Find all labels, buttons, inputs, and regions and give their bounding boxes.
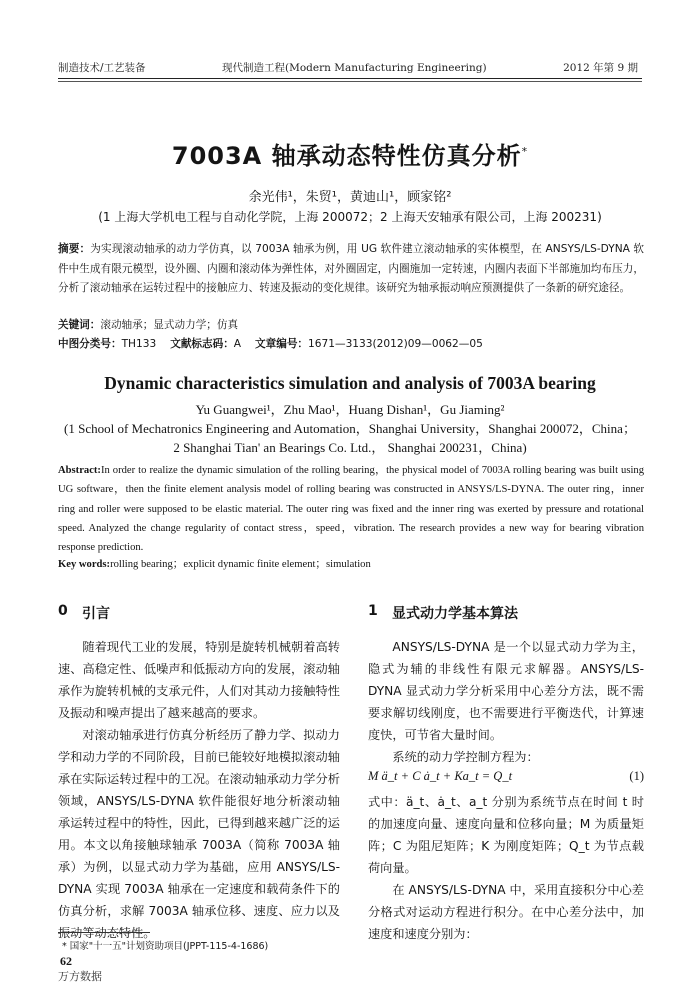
abstract-en-text: In order to realize the dynamic simulation of the rolling bearing，the physical model of 7003A rolling bearing was built using UG software，then the finite element analysis model of rolling bearing was constructed in ANSYS/LS-DYNA. The outer ring，inner ring and roller were supposed to be elastic material. The outer ring was fixed and the inner ring was exerted by pressure and rotational speed. Analyzed the change regularity of contact stress，speed，vibration. The research provides a new way for bearing vibration response prediction. — [58, 465, 644, 554]
abstract-cn-text: 为实现滚动轴承的动力学仿真，以 7003A 轴承为例，用 UG 软件建立滚动轴承的实体模型，在 ANSYS/LS-DYNA 软件中生成有限元模型，设外圈、内圈和滚动体为弹性体，对外圈固定，内圈施加一定转速，内圈内表面下半部施加均布压力，分析了滚动轴承在运转过程中的接触应力、转速及振动的变化规律。该研究为轴承振动响应预测提供了一条新的研究途径。 — [58, 243, 645, 295]
right-column-bottom — [368, 791, 644, 945]
classification-line — [58, 336, 644, 351]
keywords-en-label: Key words: — [58, 559, 111, 570]
abstract-cn — [58, 240, 644, 299]
equation-1 — [368, 769, 644, 784]
abstract-en-label: Abstract: — [58, 465, 101, 476]
right-column-top — [368, 636, 644, 768]
clc-label: 中图分类号： — [58, 338, 122, 350]
article-no-label: 文章编号： — [255, 338, 309, 350]
running-header-issue: 2012 年第 9 期 — [563, 62, 638, 74]
method-paragraph-2: 系统的动力学控制方程为： — [392, 750, 539, 764]
running-header-section: 制造技术/工艺装备 — [58, 62, 146, 74]
authors-cn: 余光伟¹，朱贸¹，黄迪山¹，顾家铭² — [248, 190, 452, 205]
paper-title-cn-text: 7003A 轴承动态特性仿真分析 — [171, 142, 522, 170]
section-1-heading: 显式动力学基本算法 — [392, 606, 518, 622]
affiliation-en-line-1: (1 School of Mechatronics Engineering and Automation，Shanghai University，Shanghai 200072，China； — [64, 421, 636, 436]
running-header-journal: 现代制造工程(Modern Manufacturing Engineering) — [222, 62, 487, 74]
footnote-divider — [58, 932, 150, 933]
equation-1-number: (1) — [629, 769, 644, 783]
left-column — [58, 636, 340, 944]
header-divider — [58, 78, 642, 82]
method-paragraph-1: ANSYS/LS-DYNA 是一个以显式动力学为主，隐式为辅的非线性有限元求解器。ANSYS/LS-DYNA 显式动力学分析采用中心差分方法，既不需要求解切线刚度，也不需要进行平衡迭代，计算速度快，可节省大量时间。 — [368, 640, 644, 742]
keywords-en-text: rolling bearing；explicit dynamic finite element；simulation — [110, 559, 371, 570]
source-watermark: 万方数据 — [58, 970, 102, 983]
keywords-cn-text: 滚动轴承；显式动力学；仿真 — [100, 319, 239, 331]
intro-paragraph-2: 对滚动轴承进行仿真分析经历了静力学、拟动力学和动力学的不同阶段，目前已能较好地模拟滚动轴承在实际运转过程中的工况。在滚动轴承动力学分析领域，ANSYS/LS-DYNA 软件能很好地分析滚动轴承运转过程中的特性，因此，已得到越来越广泛的运用。本文以角接触球轴承 7003A（简称 7003A 轴承）为例，以显式动力学为基础，应用 ANSYS/LS-DYNA 实现 7003A 轴承在一定速度和载荷条件下的仿真分析，求解 7003A 轴承位移、速度、应力以及振动等动态特性。 — [58, 728, 340, 940]
abstract-en — [58, 461, 644, 557]
article-no-value: 1671—3133(2012)09—0062—05 — [308, 338, 483, 350]
authors-en: Yu Guangwei¹，Zhu Mao¹，Huang Dishan¹，Gu Jiaming² — [195, 402, 505, 417]
affiliation-en-line-2: 2 Shanghai Tian' an Bearings Co. Ltd.， Shanghai 200231，China) — [173, 440, 527, 455]
page-number: 62 — [60, 954, 72, 968]
section-1-number: 1 — [368, 603, 378, 619]
section-0-number: 0 — [58, 603, 68, 619]
funding-footnote: * 国家"十一五"计划资助项目(JPPT-115-4-1686) — [62, 941, 269, 952]
keywords-cn-label: 关键词： — [58, 319, 101, 331]
equation-explanation: 式中：ä_t、ȧ_t、a_t 分别为系统节点在时间 t 时的加速度向量、速度向量和位移向量；M 为质量矩阵；C 为阻尼矩阵；K 为刚度矩阵；Q_t 为节点载荷向量。 — [368, 795, 644, 875]
title-footnote-mark: * — [521, 145, 529, 158]
abstract-cn-label: 摘要： — [58, 243, 91, 255]
paper-title-cn — [0, 136, 700, 171]
intro-paragraph-1: 随着现代工业的发展，特别是旋转机械朝着高转速、高稳定性、低噪声和低振动方向的发展，滚动轴承作为旋转机械的支承元件，人们对其动力接触特性及振动和噪声提出了越来越高的要求。 — [58, 640, 340, 720]
section-0-heading: 引言 — [82, 606, 110, 622]
paper-title-en: Dynamic characteristics simulation and analysis of 7003A bearing — [104, 373, 596, 393]
doc-code-value: A — [233, 338, 242, 350]
method-paragraph-3: 在 ANSYS/LS-DYNA 中，采用直接积分中心差分格式对运动方程进行积分。在中心差分法中，加速度和速度分别为： — [368, 883, 644, 941]
doc-code-label: 文献标志码： — [170, 338, 234, 350]
keywords-cn — [58, 317, 644, 332]
affiliation-cn: (1 上海大学机电工程与自动化学院，上海 200072；2 上海天安轴承有限公司，上海 200231) — [98, 210, 602, 224]
clc-value: TH133 — [121, 338, 157, 350]
keywords-en — [58, 556, 644, 571]
equation-1-body: M ä_t + C ȧ_t + Ka_t = Q_t — [368, 769, 513, 783]
